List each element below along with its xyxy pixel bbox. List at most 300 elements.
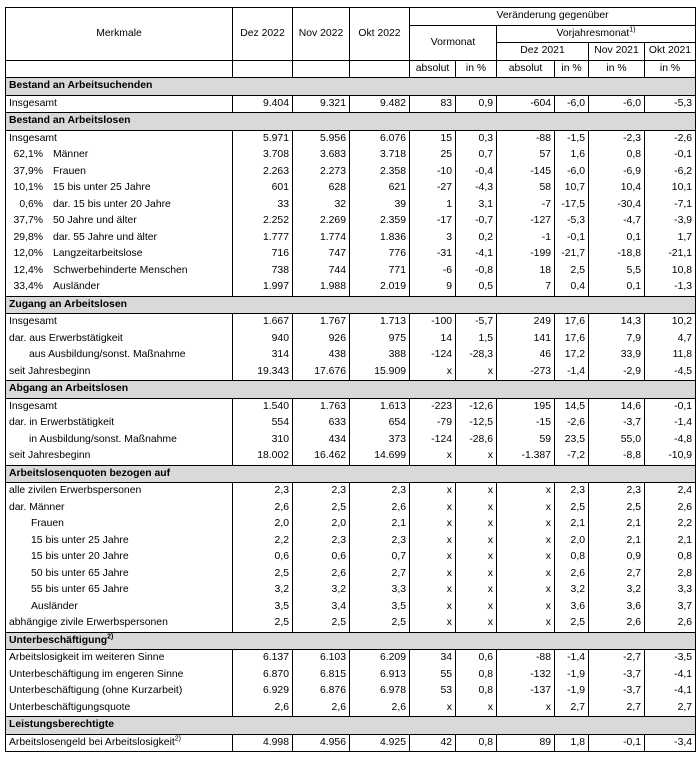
value-cell: 2,3 <box>350 483 410 500</box>
value-cell: 1.997 <box>233 279 293 296</box>
section-fill <box>497 465 555 483</box>
section-title <box>6 296 233 314</box>
value-cell: 33 <box>233 197 293 214</box>
value-cell: 2,5 <box>555 615 589 632</box>
value-cell: 2,5 <box>293 615 350 632</box>
value-cell: -2,6 <box>645 130 696 147</box>
value-cell: 2,1 <box>350 516 410 533</box>
value-cell: 3,3 <box>350 582 410 599</box>
header-blank <box>293 60 350 78</box>
value-cell: -27 <box>410 180 456 197</box>
row-label <box>6 415 233 432</box>
value-cell: -0,8 <box>456 263 497 280</box>
table-row <box>6 230 696 247</box>
section-fill <box>589 465 645 483</box>
value-cell: -17,5 <box>555 197 589 214</box>
row-label <box>6 130 233 147</box>
share-percent: 62,1% <box>13 149 43 161</box>
value-cell: x <box>456 364 497 381</box>
value-cell: 1.777 <box>233 230 293 247</box>
value-cell: 33,9 <box>589 347 645 364</box>
row-label <box>6 398 233 415</box>
value-cell: 2,6 <box>350 500 410 517</box>
value-cell: 2,4 <box>645 483 696 500</box>
value-cell: 2,0 <box>233 516 293 533</box>
value-cell: 4.925 <box>350 734 410 752</box>
footnote-ref: 2) <box>107 633 114 641</box>
value-cell: 0,9 <box>589 549 645 566</box>
section-title <box>6 465 233 483</box>
value-cell: 3,5 <box>350 599 410 616</box>
value-cell: 2,3 <box>589 483 645 500</box>
section-fill <box>497 113 555 131</box>
value-cell: 9.404 <box>233 95 293 113</box>
value-cell: 1,8 <box>555 734 589 752</box>
table-row <box>6 599 696 616</box>
value-cell: -0,1 <box>555 230 589 247</box>
row-label <box>6 533 233 550</box>
value-cell: 0,6 <box>293 549 350 566</box>
value-cell: 1 <box>410 197 456 214</box>
value-cell: -7,1 <box>645 197 696 214</box>
header-vorjahresmonat-text: Vorjahresmonat <box>556 27 630 39</box>
table-row <box>6 683 696 700</box>
value-cell: 0,8 <box>589 147 645 164</box>
value-cell: 3.708 <box>233 147 293 164</box>
value-cell: x <box>456 500 497 517</box>
value-cell: 2.019 <box>350 279 410 296</box>
value-cell: -2,6 <box>555 415 589 432</box>
section-fill <box>456 465 497 483</box>
value-cell: x <box>410 500 456 517</box>
value-cell: -0,1 <box>645 147 696 164</box>
value-cell: -145 <box>497 164 555 181</box>
section-fill <box>589 78 645 96</box>
value-cell: -2,9 <box>589 364 645 381</box>
value-cell: -4,1 <box>645 683 696 700</box>
section-fill <box>410 717 456 735</box>
value-cell: 1.763 <box>293 398 350 415</box>
value-cell: x <box>456 700 497 717</box>
value-cell: 25 <box>410 147 456 164</box>
footnote-ref: 2) <box>174 735 182 743</box>
value-cell: -3,7 <box>589 667 645 684</box>
value-cell: 310 <box>233 432 293 449</box>
table-body <box>6 78 696 752</box>
section-fill <box>410 632 456 650</box>
value-cell: 9 <box>410 279 456 296</box>
value-cell: 14,5 <box>555 398 589 415</box>
row-label-text: seit Jahresbeginn <box>9 450 91 462</box>
value-cell: 1.767 <box>293 314 350 331</box>
value-cell: 42 <box>410 734 456 752</box>
value-cell: 2,7 <box>645 700 696 717</box>
header-absolut: absolut <box>497 60 555 78</box>
value-cell: -604 <box>497 95 555 113</box>
value-cell: 17,2 <box>555 347 589 364</box>
value-cell: 1.667 <box>233 314 293 331</box>
value-cell: -3,7 <box>589 683 645 700</box>
section-fill <box>456 717 497 735</box>
value-cell: 2,6 <box>350 700 410 717</box>
value-cell: -3,4 <box>645 734 696 752</box>
value-cell: -1,4 <box>555 364 589 381</box>
value-cell: -88 <box>497 130 555 147</box>
value-cell: x <box>410 615 456 632</box>
table-row <box>6 448 696 465</box>
value-cell: 0,8 <box>456 667 497 684</box>
value-cell: 2.269 <box>293 213 350 230</box>
value-cell: 1.836 <box>350 230 410 247</box>
value-cell: -132 <box>497 667 555 684</box>
value-cell: 601 <box>233 180 293 197</box>
header-okt2021: Okt 2021 <box>645 43 696 61</box>
section-fill <box>589 381 645 399</box>
value-cell: 15 <box>410 130 456 147</box>
section-fill <box>645 296 696 314</box>
value-cell: -1,9 <box>555 683 589 700</box>
value-cell: 10,1 <box>645 180 696 197</box>
value-cell: -1,9 <box>555 667 589 684</box>
value-cell: 83 <box>410 95 456 113</box>
row-label <box>6 700 233 717</box>
value-cell: -1,3 <box>645 279 696 296</box>
value-cell: -0,1 <box>589 734 645 752</box>
value-cell: x <box>410 364 456 381</box>
value-cell: 4,7 <box>645 331 696 348</box>
value-cell: 621 <box>350 180 410 197</box>
section-fill <box>293 465 350 483</box>
row-label-text: dar. aus Erwerbstätigkeit <box>9 332 123 344</box>
section-fill <box>233 465 293 483</box>
value-cell: 1,6 <box>555 147 589 164</box>
value-cell: 2.252 <box>233 213 293 230</box>
row-label <box>6 263 233 280</box>
value-cell: 926 <box>293 331 350 348</box>
row-label-text: Frauen <box>53 165 86 177</box>
section-fill <box>456 113 497 131</box>
value-cell: 2,7 <box>555 700 589 717</box>
row-label-text: seit Jahresbeginn <box>9 365 91 377</box>
row-label-text: in Ausbildung/sonst. Maßnahme <box>29 433 177 445</box>
section-fill <box>555 113 589 131</box>
value-cell: 554 <box>233 415 293 432</box>
row-label <box>6 650 233 667</box>
value-cell: -100 <box>410 314 456 331</box>
value-cell: 39 <box>350 197 410 214</box>
value-cell: 434 <box>293 432 350 449</box>
section-title-text: Bestand an Arbeitslosen <box>9 115 131 127</box>
section-fill <box>410 381 456 399</box>
section-fill <box>497 717 555 735</box>
value-cell: 2.273 <box>293 164 350 181</box>
section-title <box>6 113 233 131</box>
section-fill <box>589 113 645 131</box>
table-row <box>6 500 696 517</box>
table-row <box>6 516 696 533</box>
row-label-text: 15 bis unter 25 Jahre <box>31 534 129 546</box>
value-cell: x <box>410 516 456 533</box>
value-cell: 10,4 <box>589 180 645 197</box>
share-percent: 12,4% <box>13 264 43 276</box>
row-label <box>6 582 233 599</box>
row-label-text: Arbeitslosengeld bei Arbeitslosigkeit <box>9 736 175 748</box>
row-label <box>6 483 233 500</box>
row-label <box>6 213 233 230</box>
table-row <box>6 700 696 717</box>
row-label <box>6 432 233 449</box>
value-cell: x <box>497 566 555 583</box>
section-fill <box>410 296 456 314</box>
value-cell: x <box>456 566 497 583</box>
section-title-text: Bestand an Arbeitsuchenden <box>9 80 153 92</box>
value-cell: 2,3 <box>293 483 350 500</box>
value-cell: 17,6 <box>555 314 589 331</box>
value-cell: -6,0 <box>555 164 589 181</box>
footnote-ref: 1) <box>629 26 636 34</box>
value-cell: -4,5 <box>645 364 696 381</box>
value-cell: 2,6 <box>233 500 293 517</box>
value-cell: -7,2 <box>555 448 589 465</box>
value-cell: 16.462 <box>293 448 350 465</box>
value-cell: x <box>456 582 497 599</box>
value-cell: 6.929 <box>233 683 293 700</box>
section-fill <box>293 113 350 131</box>
row-label-text: abhängige zivile Erwerbspersonen <box>9 617 168 629</box>
row-label-text: dar. 15 bis unter 20 Jahre <box>53 198 171 210</box>
row-label <box>6 683 233 700</box>
row-label <box>6 164 233 181</box>
value-cell: 3,7 <box>645 599 696 616</box>
section-fill <box>497 381 555 399</box>
section-title-text: Unterbeschäftigung <box>9 634 108 646</box>
value-cell: 7,9 <box>589 331 645 348</box>
table-header <box>6 8 696 78</box>
value-cell: -124 <box>410 347 456 364</box>
value-cell: 2,6 <box>293 566 350 583</box>
value-cell: 388 <box>350 347 410 364</box>
section-fill <box>497 632 555 650</box>
value-cell: x <box>456 599 497 616</box>
value-cell: 14 <box>410 331 456 348</box>
table-row <box>6 314 696 331</box>
value-cell: 2.359 <box>350 213 410 230</box>
value-cell: 940 <box>233 331 293 348</box>
row-label-text: Unterbeschäftigung (ohne Kurzarbeit) <box>9 685 183 697</box>
value-cell: -21,7 <box>555 246 589 263</box>
value-cell: 3,5 <box>233 599 293 616</box>
row-label-text: Unterbeschäftigung im engeren Sinne <box>9 668 184 680</box>
value-cell: 633 <box>293 415 350 432</box>
table-row <box>6 279 696 296</box>
section-fill <box>293 78 350 96</box>
value-cell: 2,6 <box>555 566 589 583</box>
value-cell: 2,5 <box>589 500 645 517</box>
value-cell: 23,5 <box>555 432 589 449</box>
value-cell: 2,0 <box>555 533 589 550</box>
table-row <box>6 650 696 667</box>
section-fill <box>645 113 696 131</box>
value-cell: -7 <box>497 197 555 214</box>
share-percent: 33,4% <box>13 281 43 293</box>
section-fill <box>645 381 696 399</box>
value-cell: 744 <box>293 263 350 280</box>
value-cell: 14,6 <box>589 398 645 415</box>
value-cell: -5,3 <box>555 213 589 230</box>
value-cell: 15.909 <box>350 364 410 381</box>
row-label <box>6 516 233 533</box>
value-cell: 3,2 <box>293 582 350 599</box>
section-fill <box>645 632 696 650</box>
share-percent: 0,6% <box>19 198 43 210</box>
value-cell: -4,3 <box>456 180 497 197</box>
value-cell: 5.971 <box>233 130 293 147</box>
value-cell: -1 <box>497 230 555 247</box>
value-cell: -88 <box>497 650 555 667</box>
value-cell: -4,1 <box>645 667 696 684</box>
value-cell: 2,6 <box>589 615 645 632</box>
value-cell: 2,6 <box>645 500 696 517</box>
value-cell: -0,4 <box>456 164 497 181</box>
value-cell: x <box>410 549 456 566</box>
section-title <box>6 632 233 650</box>
value-cell: 438 <box>293 347 350 364</box>
row-label <box>6 500 233 517</box>
value-cell: 6.913 <box>350 667 410 684</box>
value-cell: -10 <box>410 164 456 181</box>
value-cell: 2,0 <box>293 516 350 533</box>
value-cell: -30,4 <box>589 197 645 214</box>
value-cell: 2,5 <box>350 615 410 632</box>
value-cell: 17.676 <box>293 364 350 381</box>
section-fill <box>456 632 497 650</box>
section-fill <box>293 296 350 314</box>
row-label <box>6 279 233 296</box>
value-cell: -17 <box>410 213 456 230</box>
section-fill <box>410 78 456 96</box>
value-cell: 2,1 <box>555 516 589 533</box>
value-cell: x <box>456 615 497 632</box>
table-row <box>6 263 696 280</box>
value-cell: x <box>410 700 456 717</box>
value-cell: 0,7 <box>456 147 497 164</box>
value-cell: 89 <box>497 734 555 752</box>
value-cell: 249 <box>497 314 555 331</box>
value-cell: -127 <box>497 213 555 230</box>
labor-market-table <box>5 7 696 752</box>
section-title <box>6 381 233 399</box>
section-fill <box>233 381 293 399</box>
row-label <box>6 734 233 752</box>
table-row <box>6 364 696 381</box>
section-header <box>6 113 696 131</box>
section-fill <box>555 632 589 650</box>
value-cell: -0,1 <box>645 398 696 415</box>
row-label-text: Ausländer <box>31 600 78 612</box>
value-cell: -28,6 <box>456 432 497 449</box>
header-merkmale: Merkmale <box>6 8 233 61</box>
value-cell: 2,3 <box>555 483 589 500</box>
value-cell: 314 <box>233 347 293 364</box>
value-cell: 2,6 <box>645 615 696 632</box>
row-label-text: Schwerbehinderte Menschen <box>53 264 188 276</box>
value-cell: 32 <box>293 197 350 214</box>
value-cell: 628 <box>293 180 350 197</box>
value-cell: 2,3 <box>233 483 293 500</box>
header-in-pct: in % <box>555 60 589 78</box>
value-cell: x <box>456 549 497 566</box>
value-cell: -12,6 <box>456 398 497 415</box>
value-cell: 0,1 <box>589 230 645 247</box>
section-fill <box>456 296 497 314</box>
value-cell: 10,7 <box>555 180 589 197</box>
header-absolut: absolut <box>410 60 456 78</box>
header-dez2021: Dez 2021 <box>497 43 589 61</box>
table-row <box>6 615 696 632</box>
header-blank <box>6 60 233 78</box>
section-title <box>6 78 233 96</box>
share-percent: 10,1% <box>13 182 43 194</box>
value-cell: 55 <box>410 667 456 684</box>
value-cell: 18 <box>497 263 555 280</box>
section-fill <box>555 296 589 314</box>
value-cell: 2,6 <box>233 700 293 717</box>
section-fill <box>233 78 293 96</box>
table-row <box>6 331 696 348</box>
section-fill <box>233 296 293 314</box>
value-cell: 0,7 <box>350 549 410 566</box>
value-cell: 0,8 <box>456 734 497 752</box>
value-cell: 6.978 <box>350 683 410 700</box>
section-header <box>6 296 696 314</box>
row-label <box>6 230 233 247</box>
value-cell: -124 <box>410 432 456 449</box>
table-row <box>6 213 696 230</box>
share-percent: 12,0% <box>13 248 43 260</box>
value-cell: 9.321 <box>293 95 350 113</box>
value-cell: 0,3 <box>456 130 497 147</box>
section-fill <box>589 296 645 314</box>
row-label <box>6 599 233 616</box>
header-in-pct: in % <box>456 60 497 78</box>
section-header <box>6 632 696 650</box>
row-label <box>6 331 233 348</box>
value-cell: 2,1 <box>645 533 696 550</box>
value-cell: -6,0 <box>589 95 645 113</box>
section-fill <box>645 717 696 735</box>
value-cell: -6 <box>410 263 456 280</box>
value-cell: 59 <box>497 432 555 449</box>
share-percent: 37,7% <box>13 215 43 227</box>
value-cell: 10,8 <box>645 263 696 280</box>
section-header <box>6 381 696 399</box>
value-cell: -273 <box>497 364 555 381</box>
row-label-text: dar. in Erwerbstätigkeit <box>9 417 115 429</box>
value-cell: 0,8 <box>456 683 497 700</box>
row-label-text: Insgesamt <box>9 316 57 328</box>
value-cell: 1,7 <box>645 230 696 247</box>
value-cell: -3,9 <box>645 213 696 230</box>
value-cell: -5,7 <box>456 314 497 331</box>
value-cell: 2,7 <box>350 566 410 583</box>
header-blank <box>233 60 293 78</box>
row-label <box>6 667 233 684</box>
section-fill <box>350 113 410 131</box>
share-percent: 29,8% <box>13 231 43 243</box>
value-cell: -4,7 <box>589 213 645 230</box>
header-vormonat: Vormonat <box>410 25 497 60</box>
value-cell: x <box>410 566 456 583</box>
